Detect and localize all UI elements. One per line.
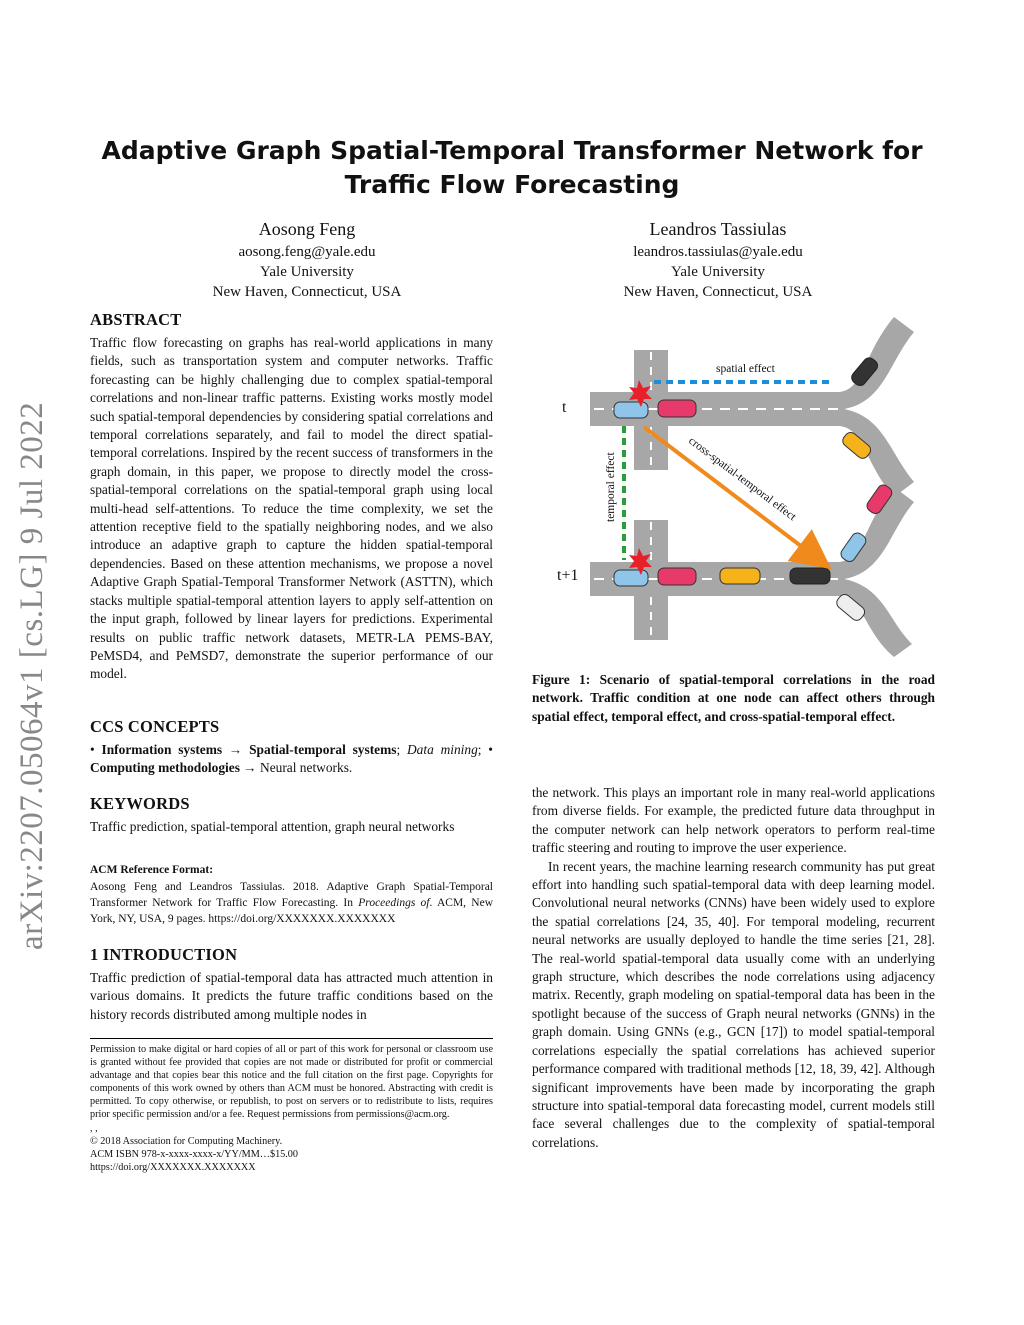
car-icon xyxy=(658,400,696,417)
permission-notice xyxy=(90,1043,493,1174)
fork-road-lower xyxy=(839,579,912,657)
ccs-information-systems: Information systems xyxy=(101,742,223,757)
keywords-heading: KEYWORDS xyxy=(90,794,190,813)
author-affiliation: Yale University xyxy=(671,264,765,280)
arxiv-sidebar-identifier: arXiv:2207.05064v1 [cs.LG] 9 Jul 2022 xyxy=(14,401,50,950)
ccs-computing-methodologies: Computing methodologies xyxy=(90,760,240,776)
introduction-left-text: Traffic prediction of spatial-temporal data has attracted much attention in various domains. It predicts the future traffic conditions based on the history records distributed among multiple nodes in xyxy=(90,970,493,1022)
temporal-effect-label: temporal effect xyxy=(605,452,617,522)
footnote-rule xyxy=(90,1038,493,1039)
cross-spatial-temporal-effect-label: cross-spatial-temporal effect xyxy=(686,434,799,524)
author-name: Leandros Tassiulas xyxy=(649,219,787,239)
ccs-neural-networks: Neural networks. xyxy=(260,760,353,776)
introduction-paragraph: the network. This plays an important role in many real-world applications from diverse fields. For example, the predicted future data throughput in the computer network can help network operators to perform real-time traffic steering and routing to improve the user experience. xyxy=(532,785,935,856)
introduction-right-text xyxy=(532,784,935,1152)
author-location: New Haven, Connecticut, USA xyxy=(212,284,402,300)
car-icon xyxy=(720,568,760,584)
author-block-2 xyxy=(568,216,868,302)
acm-reference-publisher: . ACM, New York, NY, USA, 9 pages. https://doi.org/XXXXXXX.XXXXXXX xyxy=(90,897,494,926)
acm-reference-proceedings: Proceedings of xyxy=(358,897,430,910)
abstract-heading: ABSTRACT xyxy=(90,310,182,329)
ccs-text xyxy=(90,741,493,778)
author-affiliation: Yale University xyxy=(260,264,354,280)
introduction-paragraph: In recent years, the machine learning research community has put great effort into handling such spatial-temporal data with deep learning model. Convolutional neural networks (CNNs) have been widely used to explore the spatial correlations [24, 35, 40]. For temporal modeling, recurrent neural networks are usually deployed to handle the time series [21, 28]. The real-world spatial-temporal data usually come with an underlying graph structure, which describes the node correlations using adjacency matrix. Recently, graph modeling on spatial-temporal data has been in the spotlight because of the success of Graph neural networks (GNNs) in the graph domain. Using GNNs (e.g., GCN [17]) to model spatial-temporal correlations especially the spatial correlations has achieved superior performance compared with traditional methods [12, 18, 39, 42]. Although significant improvements have been made by incorporating the graph structure into spatial-temporal data forecasting model, current models still face several challenges due to the complexity of spatial-temporal correlations. xyxy=(532,858,935,1150)
paper-title xyxy=(0,134,1024,202)
abstract-text: Traffic flow forecasting on graphs has real-world applications in many fields, such as transportation system and computer networks. Traffic forecasting can be highly challenging due to complex spatial-temporal correlations and non-linear traffic patterns. Existing works mostly model such spatial-temporal dependencies by considering spatial correlations and temporal correlations separately, and fail to model the direct spatial-temporal correlations. Inspired by the recent success of transformers in the graph domain, in this paper, we propose to directly model the cross-spatial-temporal correlations on the spatial-temporal graph using local multi-head self-attentions. To reduce the time complexity, we set the attention receptive field to the spatially neighboring nodes, and we also introduce an adaptive graph to capture the hidden spatial-temporal dependencies. Based on these attention mechanisms, we propose a novel Adaptive Graph Spatial-Temporal Transformer Network (ASTTN), which stacks multiple spatial-temporal attention layers to apply self-attention on the input graph, followed by linear layers for predictions. Experimental results on public traffic network datasets, METR-LA PEMS-BAY, PeMSD4, and PeMSD7, demonstrate the superior performance of our model. xyxy=(90,335,493,682)
permission-text: Permission to make digital or hard copies of all or part of this work for personal or classroom use is granted without fee provided that copies are not made or distributed for profit or commercial advantage and that copies bear this notice and the full citation on the first page. Copyrights for components of this work owned by others than ACM must be honored. Abstracting with credit is permitted. To copy otherwise, or republish, to post on servers or to redistribute to lists, requires prior specific permission and/or a fee. Request permissions from permissions@acm.org. xyxy=(90,1044,493,1121)
acm-reference-text xyxy=(90,879,493,928)
author-email: leandros.tassiulas@yale.edu xyxy=(633,244,803,260)
permission-commas: , , xyxy=(90,1122,98,1134)
car-icon xyxy=(658,568,696,585)
author-email: aosong.feng@yale.edu xyxy=(238,244,376,260)
author-location: New Haven, Connecticut, USA xyxy=(623,284,813,300)
isbn-line: ACM ISBN 978-x-xxxx-xxxx-x/YY/MM…$15.00 xyxy=(90,1148,298,1160)
cross-spatial-temporal-effect-line xyxy=(644,427,822,562)
car-icon xyxy=(614,402,648,418)
doi-line: https://doi.org/XXXXXXX.XXXXXXX xyxy=(90,1161,256,1173)
author-name: Aosong Feng xyxy=(258,219,356,239)
ccs-arrow: → xyxy=(228,742,243,757)
paper-title-line2: Traffic Flow Forecasting xyxy=(344,170,680,199)
ccs-spatial-temporal-systems: Spatial-temporal systems xyxy=(249,742,397,757)
author-block-1 xyxy=(157,216,457,302)
ccs-heading: CCS CONCEPTS xyxy=(90,717,220,736)
figure-1-caption: Figure 1: Scenario of spatial-temporal correlations in the road network. Traffic condition at one node can affect others through spatial effect, temporal effect, and cross-spatial-temporal effect. xyxy=(532,672,935,724)
introduction-heading: 1 INTRODUCTION xyxy=(90,945,238,964)
time-label-t1: t+1 xyxy=(557,567,579,584)
ccs-bullet: • xyxy=(90,742,95,757)
copyright-line: © 2018 Association for Computing Machinery. xyxy=(90,1135,283,1147)
time-label-t: t xyxy=(562,399,567,416)
acm-reference-heading: ACM Reference Format: xyxy=(90,864,214,876)
paper-title-line1: Adaptive Graph Spatial-Temporal Transformer Network for xyxy=(101,136,923,165)
fork-road-lower xyxy=(839,409,914,497)
ccs-separator: ; xyxy=(477,742,482,757)
car-icon xyxy=(614,570,648,586)
ccs-separator: ; xyxy=(396,742,401,757)
figure-1-road-network xyxy=(554,312,934,664)
ccs-bullet: • xyxy=(488,742,493,757)
ccs-data-mining: Data mining xyxy=(407,742,478,757)
car-icon xyxy=(790,568,830,584)
spatial-effect-label: spatial effect xyxy=(716,363,775,375)
ccs-arrow: → xyxy=(243,760,257,776)
acm-reference-citation: Aosong Feng and Leandros Tassiulas. 2018. Adaptive Graph Spatial-Temporal Transformer Network for Traffic Flow Forecasting. In xyxy=(90,881,493,910)
keywords-text: Traffic prediction, spatial-temporal attention, graph neural networks xyxy=(90,819,455,834)
